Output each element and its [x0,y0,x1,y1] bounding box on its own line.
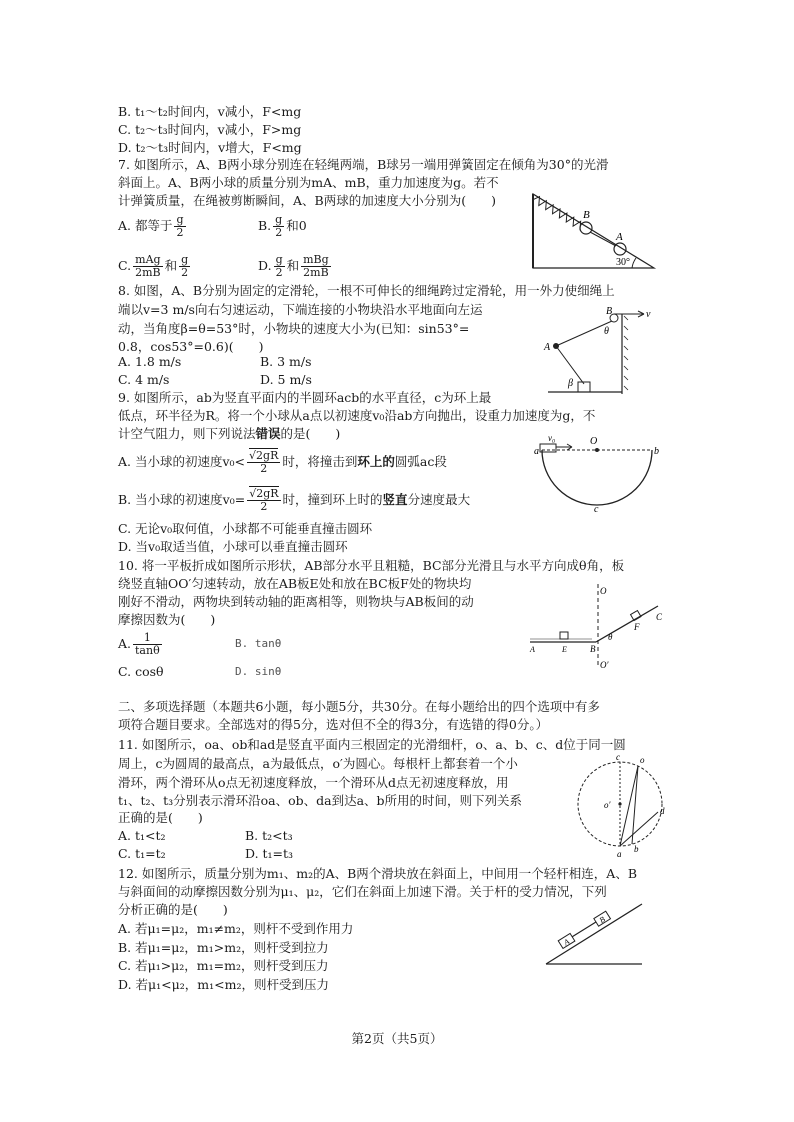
q9-option-a-bold: 环上的 [357,454,395,469]
q11-stem-line5: 正确的是( ) [118,810,203,825]
q8-fig-label-a: A [544,342,551,353]
q7-option-b-text: 和0 [286,218,307,233]
q9-option-d: D. 当v₀取适当值，小球可以垂直撞击圆环 [118,539,348,554]
q10-fig-label-o-prime: O′ [600,660,609,670]
q12-fig-label-b: B [597,914,607,925]
q7-frac-g-2 [179,254,190,279]
frac-denominator: 2 [275,226,283,239]
q8-option-b: B. 3 m/s [260,354,312,369]
frac-denominator: 2 [181,266,189,279]
q8-fig-label-v: v [646,309,651,320]
q8-stem-line4: 0.8，cos53°=0.6)( ) [118,339,264,354]
q9-stem-line3 [118,426,340,442]
q10-rotating-board-figure [524,582,666,672]
q7-fig-label-b: B [583,209,590,221]
q8-fig-label-beta: β [568,378,573,389]
q7-frac-g-2 [273,214,284,239]
q9-option-b-text: 时，撞到环上时的 [282,492,383,507]
q11-option-a: A. t₁<t₂ [118,828,166,843]
q9-option-a-text: 时，将撞击到 [282,454,358,469]
q9-option-b-text: B. 当小球的初速度v₀= [118,492,246,507]
q7-option-a [118,214,188,239]
frac-denominator: 2 [260,500,268,513]
q7-option-a-label: A. 都等于 [118,218,173,233]
q9-stem-text: 计空气阻力，则下列说法 [118,426,256,441]
section2-heading-line2: 项符合题目要求。全部选对的得5分，选对但不全的得3分，有选错的得0分。） [118,717,549,732]
q9-option-b-text: 分速度最大 [407,492,471,507]
q7-option-d-and: 和 [286,258,300,273]
q10-fig-label-a: A [530,645,535,654]
q6-option-d: D. t₂～t₃时间内，v增大，F<mg [118,140,302,155]
q11-fig-label-c: c [616,752,620,762]
q9-fig-label-v0: v₀ [548,433,556,443]
q8-stem-line1: 8. 如图，A、B分别为固定的定滑轮，一根不可伸长的细绳跨过定滑轮，用一外力使细绳上 [118,283,615,298]
frac-numerator: g [275,213,283,226]
q8-stem-line3: 动，当角度β=θ=53°时，小物块的速度大小为(已知：sin53°= [118,321,470,336]
frac-numerator: mBg [303,253,329,266]
q11-fig-label-a: a [617,849,622,858]
frac-denominator: tanθ [135,644,160,657]
q10-fig-label-c: C [656,612,663,622]
frac-numerator: mAg [133,254,163,267]
q7-option-b [258,214,307,239]
q7-frac-g-2 [274,254,285,279]
q10-stem-line2: 绕竖直轴OO′匀速转动，放在AB板E处和放在BC板F处的物块均 [118,576,472,591]
q6-option-c: C. t₂～t₃时间内，v减小，F>mg [118,122,302,137]
q7-fig-label-a: A [616,231,623,243]
q7-fig-angle: 30° [616,257,630,268]
q8-pulley-figure [540,302,660,398]
q8-fig-label-b: B [606,306,613,317]
q11-fig-label-d: d [660,806,665,816]
q8-option-a: A. 1.8 m/s [118,354,182,369]
q11-option-c: C. t₁=t₂ [118,846,166,861]
frac-denominator: 2mB [303,266,329,279]
sqrt-expression: √2gR [249,487,279,500]
q9-stem-text: 的是( ) [280,426,341,441]
q9-fig-label-a: a [534,446,539,457]
frac-denominator: 2 [260,462,268,475]
q11-fig-label-o-prime: o′ [604,800,611,810]
q10-option-a-label: A. [118,636,132,651]
q9-option-b-bold: 竖直 [382,492,408,507]
q7-option-c-and: 和 [164,258,178,273]
q7-stem-line3: 计弹簧质量，在绳被剪断瞬间，A、B两球的加速度大小分别为( ) [118,193,496,208]
q9-frac-sqrt2gR-2 [247,450,280,475]
q11-stem-line1: 11. 如图所示，oa、ob和ad是竖直平面内三根固定的光滑细杆，o、a、b、c、d位于同一圆 [118,737,626,752]
frac-denominator: 2 [275,266,283,279]
q11-fig-label-b: b [634,844,639,854]
q9-stem-line1: 9. 如图所示，ab为竖直平面内的半圆环acb的水平直径，c为环上最 [118,390,492,405]
q12-fig-label-a: A [562,936,572,948]
q10-fig-label-theta: θ [608,632,613,642]
q7-option-d-label: D. [258,258,272,273]
q9-stem-line2: 低点，环半径为R。将一个小球从a点以初速度v₀沿ab方向抛出，设重力加速度为g，不 [118,408,596,423]
frac-denominator: 2 [176,226,184,239]
q8-option-d: D. 5 m/s [260,372,312,387]
q11-stem-line4: t₁、t₂、t₃分别表示滑环沿oa、ob、da到达a、b所用的时间，则下列关系 [118,793,523,808]
q7-option-c-label: C. [118,258,132,273]
q10-stem-line4: 摩擦因数为( ) [118,612,216,627]
sqrt-expression: √2gR [249,449,279,462]
frac-numerator: g [176,213,184,226]
q9-option-c: C. 无论v₀取何值，小球都不可能垂直撞击圆环 [118,521,373,536]
q9-semicircle-figure [532,428,662,512]
q9-option-a-text: A. 当小球的初速度v₀< [118,454,246,469]
q9-option-a [118,450,447,475]
q11-fig-label-o: o [640,755,645,765]
q7-option-c [118,254,192,279]
q12-option-b: B. 若μ₁=μ₂，m₁>m₂，则杆受到拉力 [118,940,329,955]
q10-fig-label-f: F [634,622,640,632]
q10-stem-line3: 刚好不滑动，两物块到转动轴的距离相等，则物块与AB板间的动 [118,594,474,609]
q8-option-c: C. 4 m/s [118,372,170,387]
q7-frac-mAg-2mB [133,254,163,279]
q7-option-d [258,254,333,279]
q10-option-d: D. sinθ [235,665,282,678]
q9-fig-label-o: O [590,436,598,447]
q9-option-a-text: 圆弧ac段 [394,454,447,469]
q11-option-d: D. t₁=t₃ [245,846,294,861]
q12-stem-line1: 12. 如图所示，质量分别为m₁、m₂的A、B两个滑块放在斜面上，中间用一个轻杆相连，A、B [118,866,638,881]
q11-stem-line2: 周上，c为圆周的最高点，a为最低点，o′为圆心。每根杆上都套着一个小 [118,756,518,771]
q10-option-b: B. tanθ [235,637,282,650]
q10-fig-label-o: O [600,586,607,596]
q8-fig-label-theta: θ [604,326,609,337]
q9-fig-label-b: b [654,446,659,457]
q12-incline-figure [542,896,648,968]
q11-stem-line3: 滑环，两个滑环从o点无初速度释放，一个滑环从d点无初速度释放，用 [118,775,509,790]
q7-option-b-label: B. [258,218,272,233]
q10-option-a [118,632,164,657]
q12-option-c: C. 若μ₁>μ₂，m₁=m₂，则杆受到压力 [118,958,329,973]
q7-stem-line2: 斜面上。A、B两小球的质量分别为mA、mB，重力加速度为g。若不 [118,175,499,190]
q7-incline-figure [528,182,658,276]
q12-stem-line2: 与斜面间的动摩擦因数分别为μ₁、μ₂，它们在斜面上加速下滑。关于杆的受力情况，下列 [118,884,607,899]
q9-fig-label-c: c [594,504,599,512]
q6-option-b: B. t₁～t₂时间内，v减小，F<mg [118,104,302,119]
q10-stem-line1: 10. 将一平板折成如图所示形状，AB部分水平且粗糙，BC部分光滑且与水平方向成θ角，板 [118,558,625,573]
q7-frac-g-2 [174,214,185,239]
q10-option-c: C. cosθ [118,664,164,679]
q12-stem-line3: 分析正确的是( ) [118,902,228,917]
q10-fig-label-e: E [562,645,567,654]
q12-option-a: A. 若μ₁=μ₂，m₁≠m₂，则杆不受到作用力 [118,921,354,936]
q7-stem-line1: 7. 如图所示，A、B两小球分别连在轻绳两端，B球另一端用弹簧固定在倾角为30°的光滑 [118,157,609,172]
page-footer: 第2页（共5页） [351,1031,443,1046]
frac-denominator: 2mB [135,266,161,279]
q7-frac-mBg-2mB [301,254,331,279]
q11-option-b: B. t₂<t₃ [245,828,293,843]
q9-emphasis: 错误 [255,426,281,441]
q11-circle-figure [574,752,666,858]
q9-option-b [118,488,470,513]
frac-numerator: g [275,253,283,266]
section2-heading-line1: 二、多项选择题（本题共6小题，每小题5分，共30分。在每小题给出的四个选项中有多 [118,699,600,714]
q12-option-d: D. 若μ₁<μ₂，m₁<m₂，则杆受到压力 [118,977,329,992]
frac-numerator: 1 [133,632,162,645]
q8-stem-line2: 端以v=3 m/s向右匀速运动，下端连接的小物块沿水平地面向左运 [118,302,483,317]
frac-numerator: g [181,253,189,266]
q10-fig-label-b: B [590,644,596,654]
q9-frac-sqrt2gR-2 [247,488,280,513]
q10-frac-1-tantheta [133,632,162,657]
